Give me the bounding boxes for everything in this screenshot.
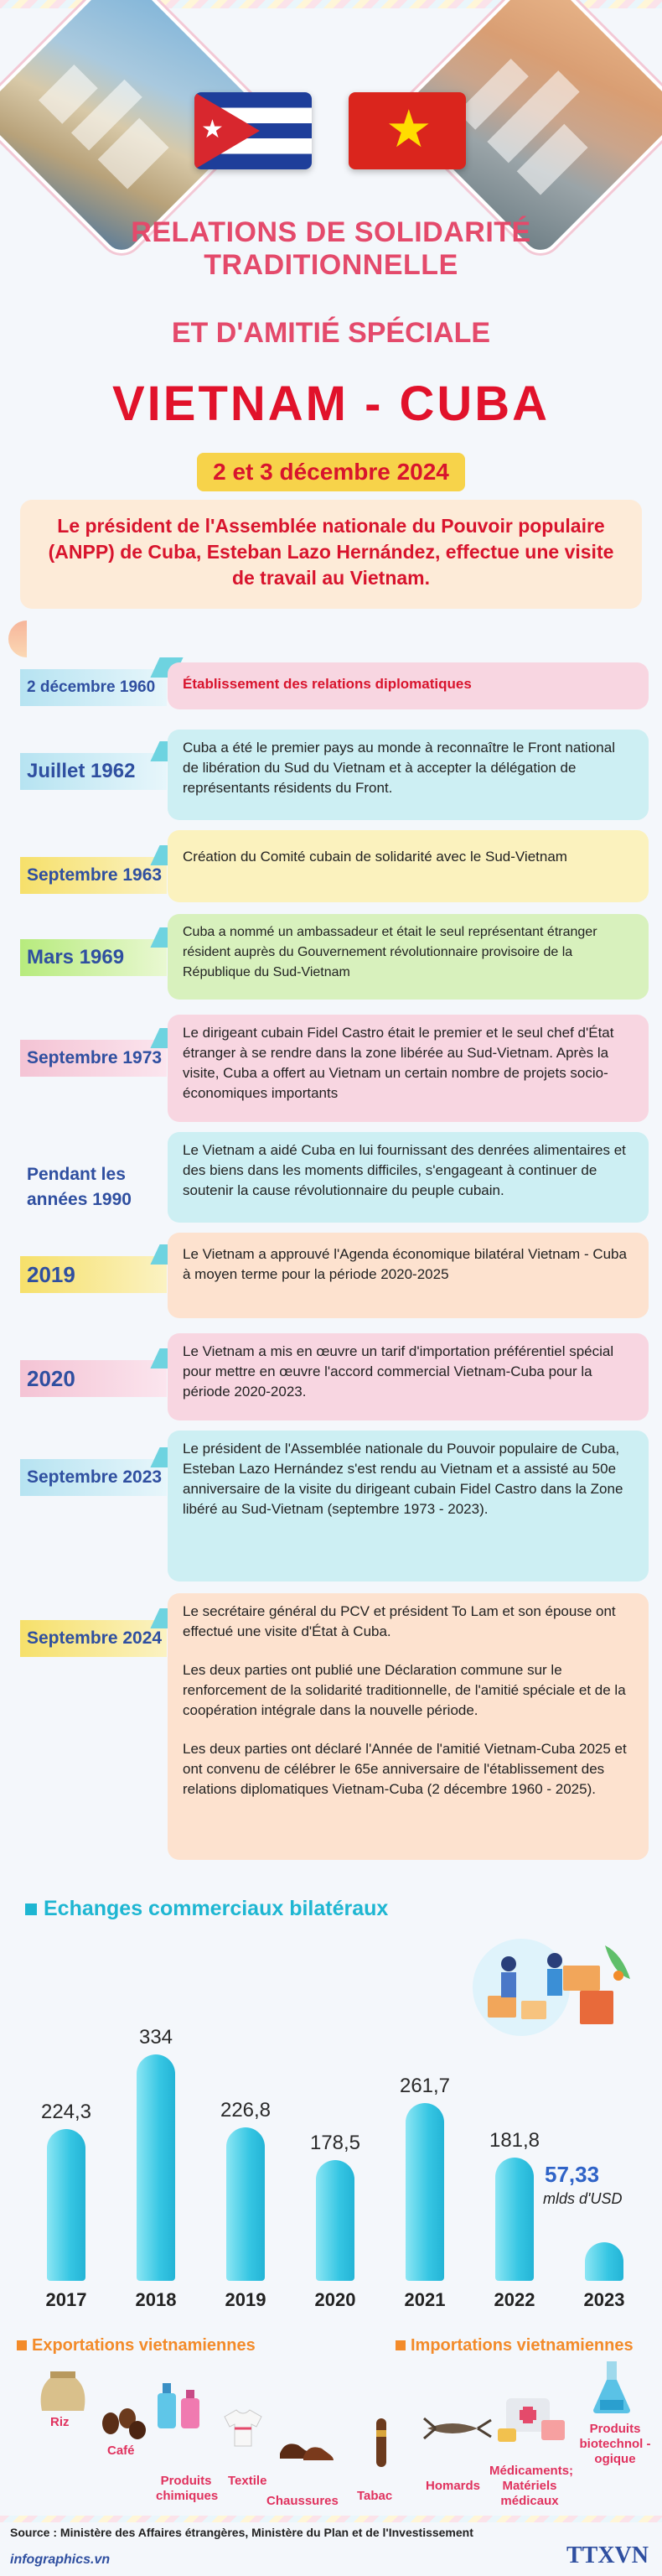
trade-title-text: Echanges commerciaux bilatéraux <box>44 1897 389 1920</box>
exports-title <box>17 2336 256 2355</box>
bar-year-label: 2022 <box>494 2289 535 2310</box>
bar-year-label: 2018 <box>135 2289 177 2310</box>
lobster-icon <box>419 2407 494 2449</box>
bar-value-label: 261,7 <box>399 2075 451 2098</box>
bar-year-label: 2019 <box>225 2289 266 2310</box>
cigar-icon <box>369 2415 394 2470</box>
chart-bar <box>47 2129 85 2281</box>
chemical-bottles-icon <box>151 2373 209 2432</box>
title-line-1: RELATIONS DE SOLIDARITÉ TRADITIONNELLE <box>131 216 531 281</box>
square-icon <box>396 2340 406 2350</box>
timeline-text: Le Vietnam a mis en œuvre un tarif d'importation préférentiel spécial pour mettre en œuvre l'accord commercial Vietnam-Cuba pour la période 2020-2023. <box>168 1333 649 1420</box>
chart-bar <box>406 2103 444 2281</box>
chart-bar <box>495 2158 534 2281</box>
bar-value-label: 334 <box>138 2026 173 2049</box>
bar-value-label: 178,5 <box>309 2131 361 2154</box>
timeline-date: 2019 <box>20 1256 167 1293</box>
title-line-2: ET D'AMITIÉ SPÉCIALE <box>171 317 491 349</box>
timeline-text: Cuba a nommé un ambassadeur et était le seul représentant étranger résident auprès du Gouvernement révolutionnaire provisoire de la République du Sud-Vietnam <box>168 914 649 1000</box>
trade-title <box>25 1897 388 1921</box>
unit-label: mlds d'USD <box>543 2190 623 2207</box>
chart-bar <box>585 2242 623 2281</box>
timeline-text: Le dirigeant cubain Fidel Castro était le premier et le seul chef d'État étranger à se rendre dans la zone libérée au Sud-Vietnam. Après la visite, Cuba a offert au Vietnam un certain nombre de projets socio-économiques importants <box>168 1015 649 1122</box>
square-icon <box>17 2340 27 2350</box>
product-label: Textile <box>228 2474 267 2488</box>
product-label: Produits biotechnol -ogique <box>579 2422 651 2466</box>
trade-illustration <box>471 1929 639 2038</box>
product-label: Riz <box>50 2415 70 2429</box>
site-link[interactable]: infographics.vn <box>10 2553 111 2567</box>
timeline-date: Septembre 1963 <box>20 857 167 894</box>
chart-bar <box>137 2054 175 2281</box>
imports-title <box>396 2336 634 2355</box>
rice-sack-icon <box>34 2365 92 2415</box>
timeline-text: Le Vietnam a aidé Cuba en lui fournissant des denrées alimentaires et des biens dans les moments difficiles, s'engageant à continuer de soutenir la cause révolutionnaire du peuple cubain. <box>168 1132 649 1223</box>
shoes-icon <box>277 2435 335 2464</box>
ttxvn-logo: TTXVN <box>566 2542 649 2568</box>
exports-title-text: Exportations vietnamiennes <box>32 2336 256 2355</box>
square-icon <box>25 1903 37 1915</box>
bottom-stripe <box>0 2516 662 2522</box>
timeline-date: Pendant les années 1990 <box>27 1165 132 1209</box>
main-title: VIETNAM - CUBA <box>111 377 551 431</box>
timeline-date: Septembre 1973 <box>20 1040 167 1077</box>
product-label: Médicaments; Matériels médicaux <box>489 2464 574 2508</box>
medical-kit-icon <box>494 2381 570 2449</box>
timeline-text: Cuba a été le premier pays au monde à reconnaître le Front national de libération du Sud du Vietnam et à accepter la délégation de représentants résidents du Front. <box>168 730 649 820</box>
bar-value-label: 224,3 <box>40 2100 92 2123</box>
timeline-text <box>168 1593 649 1860</box>
footer <box>0 2542 662 2576</box>
coffee-beans-icon <box>99 2407 149 2440</box>
timeline-date: Mars 1969 <box>20 939 167 976</box>
imports-title-text: Importations vietnamiennes <box>411 2336 634 2355</box>
bar-value-label: 226,8 <box>220 2098 272 2122</box>
decorative-tab <box>8 621 27 657</box>
bar-year-label: 2021 <box>404 2289 446 2310</box>
intro-text: Le président de l'Assemblée nationale du Pouvoir populaire (ANPP) de Cuba, Esteban Lazo Hernández, effectue une visite de travail au Vietnam. <box>20 500 642 609</box>
source-text: Source : Ministère des Affaires étrangères, Ministère du Plan et de l'Investissement <box>10 2526 473 2539</box>
timeline-text: Le président de l'Assemblée nationale du Pouvoir populaire de Cuba, Esteban Lazo Hernández s'est rendu au Vietnam et a assisté au 50e anniversaire de la visite du dirigeant cubain Fidel Castro dans la Zone libéré au Sud-Vietnam (septembre 1973 - 2023). <box>168 1431 649 1581</box>
workers-illustration-icon <box>471 1929 639 2038</box>
bar-year-label: 2017 <box>45 2289 87 2310</box>
bar-year-label: 2023 <box>583 2289 625 2310</box>
timeline-paragraph: Le secrétaire général du PCV et président To Lam et son épouse ont effectué une visite d'État à Cuba. <box>183 1603 616 1639</box>
timeline-text: Établissement des relations diplomatiques <box>168 662 649 709</box>
chart-bar <box>226 2127 265 2281</box>
product-label: Produits chimiques <box>156 2474 219 2503</box>
trade-bar-chart <box>0 1929 662 2314</box>
t-shirt-icon <box>220 2407 266 2449</box>
timeline-date: 2020 <box>20 1360 167 1397</box>
product-label: Homards <box>426 2479 481 2493</box>
date-badge: 2 et 3 décembre 2024 <box>197 453 465 491</box>
product-label: Chaussures <box>266 2494 339 2508</box>
bar-year-label: 2020 <box>314 2289 356 2310</box>
vietnam-flag-icon: ★ <box>349 92 466 169</box>
timeline-date: Septembre 2024 <box>20 1620 167 1657</box>
timeline-paragraph: Les deux parties ont publié une Déclaration commune sur le renforcement de la solidarité traditionnelle, de l'amitié spéciale et de la coopération intégrale dans la nouvelle période. <box>183 1662 626 1718</box>
latest-value: 57,33 <box>545 2162 600 2187</box>
timeline-paragraph: Les deux parties ont déclaré l'Année de l'amitié Vietnam-Cuba 2025 et ont convenu de célébrer le 65e anniversaire de l'établissement des relations diplomatiques Vietnam-Cuba (2 décembre 1960 - 2025). <box>183 1741 627 1797</box>
timeline-text: Création du Comité cubain de solidarité avec le Sud-Vietnam <box>168 830 649 902</box>
product-label: Tabac <box>357 2489 393 2503</box>
timeline-text: Le Vietnam a approuvé l'Agenda économique bilatéral Vietnam - Cuba à moyen terme pour la période 2020-2025 <box>168 1233 649 1318</box>
header-banner <box>0 8 662 218</box>
product-label: Café <box>107 2444 135 2458</box>
timeline-date: Juillet 1962 <box>20 753 167 790</box>
timeline-date: 2 décembre 1960 <box>20 669 167 706</box>
cuba-flag-icon: ★ <box>194 92 312 169</box>
biotech-flask-icon <box>587 2358 637 2417</box>
timeline-date: Septembre 2023 <box>20 1459 167 1496</box>
chart-bar <box>316 2160 354 2281</box>
bar-value-label: 181,8 <box>489 2129 540 2153</box>
